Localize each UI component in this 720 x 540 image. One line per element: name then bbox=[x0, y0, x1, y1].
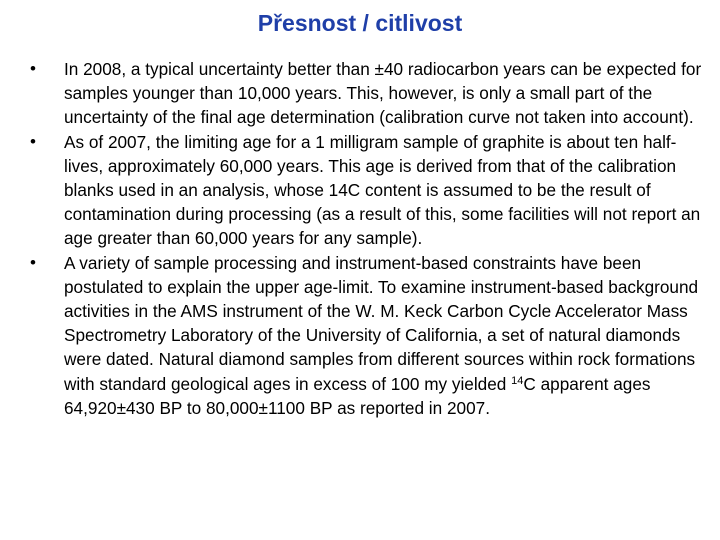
bullet-list bbox=[22, 57, 702, 420]
bullet-text-part: A variety of sample processing and instrument-based constraints have been postulated to explain the upper age-limit. To examine instrument-based background activities in the AMS instrument of the W. M. Keck Carbon Cycle Accelerator Mass Spectrometry Laboratory of the University of California, a set of natural diamonds were dated. Natural diamond samples from different sources within rock formations with standard geological ages in excess of 100 my yielded bbox=[64, 252, 699, 394]
bullet-marker: • bbox=[30, 131, 36, 151]
slide-title: Přesnost / citlivost bbox=[257, 10, 463, 36]
bullet-marker: • bbox=[30, 252, 36, 272]
bullet-text-part: C apparent ages 64,920±430 BP to 80,000±1100 BP as reported in 2007. bbox=[64, 373, 651, 418]
isotope-superscript: 14 bbox=[511, 374, 524, 387]
bullet-text bbox=[64, 253, 698, 418]
bullet-text: As of 2007, the limiting age for a 1 milligram sample of graphite is about ten half-lives, approximately 60,000 years. This age is derived from that of the calibration blanks used in an analysis, whose 14C content is assumed to be the result of contamination during processing (as a result of this, some facilities will not report an age greater than 60,000 years for any sample). bbox=[64, 131, 701, 249]
bullet-item-3 bbox=[22, 251, 702, 420]
bullet-text: In 2008, a typical uncertainty better than ±40 radiocarbon years can be expected for samples younger than 10,000 years. This, however, is only a small part of the uncertainty of the final age determination (calibration curve not taken into account). bbox=[64, 59, 702, 128]
bullet-marker: • bbox=[30, 59, 36, 78]
bullet-item-2 bbox=[22, 130, 702, 251]
bullet-item-1 bbox=[22, 57, 702, 130]
